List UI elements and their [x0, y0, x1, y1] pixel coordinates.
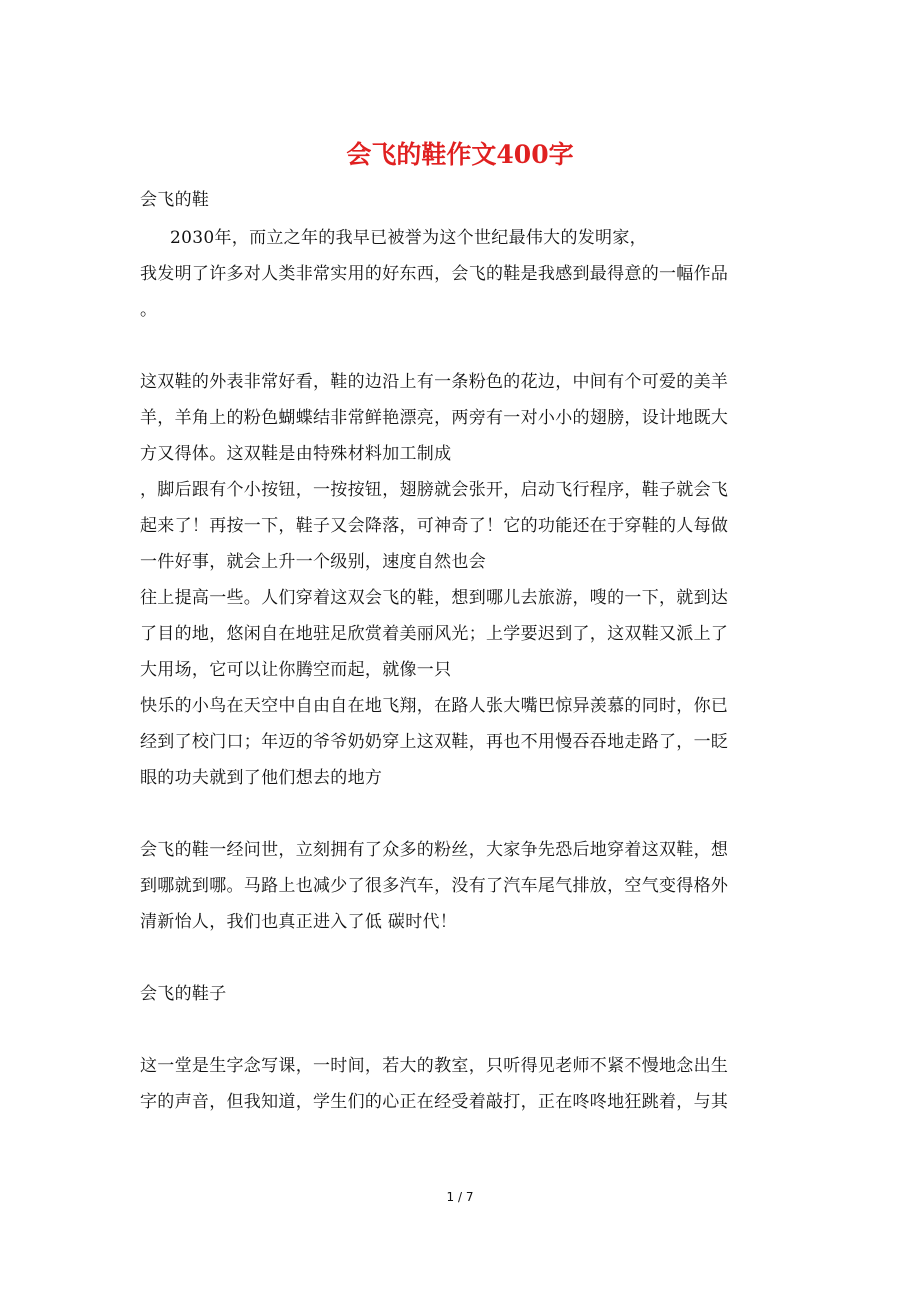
paragraph-line: 会飞的鞋一经问世，立刻拥有了众多的粉丝，大家争先恐后地穿着这双鞋，想 [140, 840, 729, 860]
document-title: 会飞的鞋作文400字 [346, 140, 574, 169]
paragraph-line: 眼的功夫就到了他们想去的地方 [140, 768, 383, 788]
paragraph-line: 往上提高一些。人们穿着这双会飞的鞋，想到哪儿去旅游，嗖的一下，就到达 [140, 588, 729, 608]
paragraph-line: 。 [140, 300, 158, 320]
section-heading: 会飞的鞋子 [140, 984, 227, 1004]
paragraph-line: 了目的地，悠闲自在地驻足欣赏着美丽风光；上学要迟到了，这双鞋又派上了 [140, 624, 729, 644]
paragraph-line: 这双鞋的外表非常好看，鞋的边沿上有一条粉色的花边，中间有个可爱的美羊 [140, 372, 729, 392]
section-heading: 会飞的鞋 [140, 190, 210, 210]
page-number: 1 / 7 [446, 1190, 474, 1204]
paragraph-line: 起来了！再按一下，鞋子又会降落，可神奇了！它的功能还在于穿鞋的人每做 [140, 516, 729, 536]
paragraph-line: 经到了校门口；年迈的爷爷奶奶穿上这双鞋，再也不用慢吞吞地走路了，一眨 [140, 732, 729, 752]
paragraph-line: 2030年，而立之年的我早已被誉为这个世纪最伟大的发明家， [170, 228, 647, 248]
paragraph-line: 快乐的小鸟在天空中自由自在地飞翔，在路人张大嘴巴惊异羡慕的同时，你已 [140, 696, 729, 716]
paragraph-line: 羊，羊角上的粉色蝴蝶结非常鲜艳漂亮，两旁有一对小小的翅膀，设计地既大 [140, 408, 729, 428]
paragraph-line: 我发明了许多对人类非常实用的好东西，会飞的鞋是我感到最得意的一幅作品 [140, 264, 729, 284]
paragraph-line: 清新怡人，我们也真正进入了低 碳时代！ [140, 912, 458, 932]
paragraph-line: 这一堂是生字念写课，一时间，若大的教室，只听得见老师不紧不慢地念出生 [140, 1056, 729, 1076]
paragraph-line: 一件好事，就会上升一个级别，速度自然也会 [140, 552, 486, 572]
paragraph-line: 方又得体。这双鞋是由特殊材料加工制成 [140, 444, 452, 464]
paragraph-line: ，脚后跟有个小按钮，一按按钮，翅膀就会张开，启动飞行程序，鞋子就会飞 [140, 480, 729, 500]
paragraph-line: 大用场，它可以让你腾空而起，就像一只 [140, 660, 452, 680]
paragraph-line: 字的声音，但我知道，学生们的心正在经受着敲打，正在咚咚地狂跳着，与其 [140, 1092, 729, 1112]
paragraph-line: 到哪就到哪。马路上也减少了很多汽车，没有了汽车尾气排放，空气变得格外 [140, 876, 729, 896]
